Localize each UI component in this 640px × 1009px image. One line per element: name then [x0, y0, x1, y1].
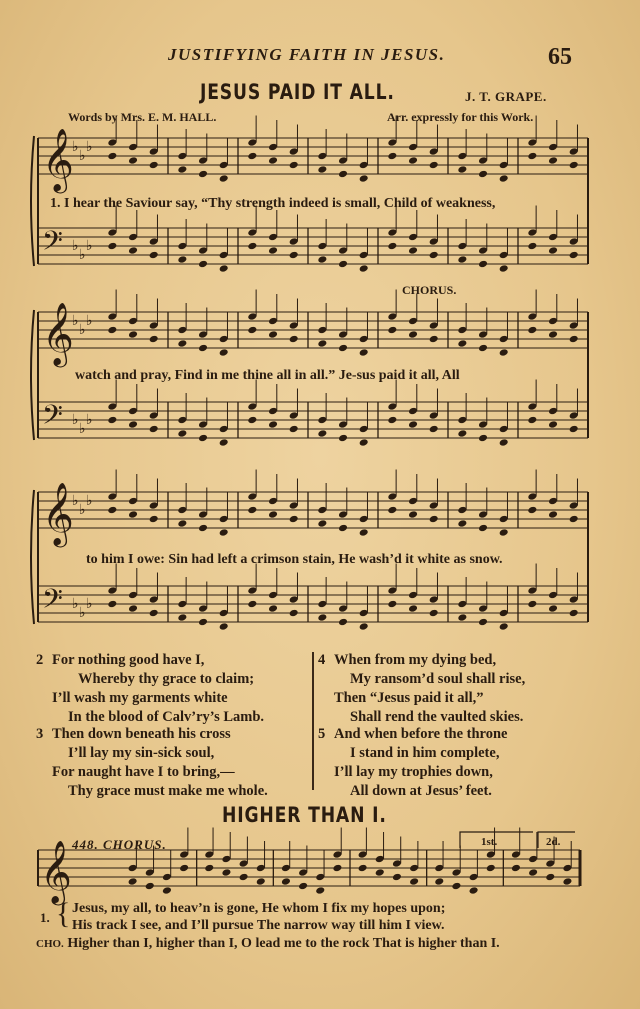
verse-line: For nothing good have I,: [52, 652, 205, 668]
note-head: [149, 335, 159, 344]
arrangement-credit: Arr. expressly for this Work.: [387, 110, 534, 124]
brace-icon: {: [56, 897, 71, 930]
flat-icon: ♭: [79, 605, 86, 621]
note-head: [149, 515, 159, 524]
flat-icon: ♭: [79, 247, 86, 263]
hymn-title: JESUS PAID IT ALL.: [200, 80, 395, 104]
note-head: [527, 506, 537, 515]
note-head: [429, 425, 439, 434]
verse-line: Whereby thy grace to claim;: [78, 671, 255, 687]
note-head: [298, 882, 308, 891]
verse-line: I’ll lay my trophies down,: [334, 764, 493, 780]
verse-number: 4: [318, 652, 326, 668]
flat-icon: ♭: [72, 493, 79, 509]
flat-icon: ♭: [79, 421, 86, 437]
note-head: [478, 524, 488, 533]
note-head: [359, 528, 369, 537]
treble-clef-icon: 𝄞: [42, 482, 74, 545]
note-head: [457, 165, 467, 174]
flat-icon: ♭: [86, 238, 93, 254]
note-head: [499, 174, 509, 183]
flat-icon: ♭: [72, 596, 79, 612]
note-head: [527, 242, 537, 251]
note-head: [545, 873, 555, 882]
verse-line: I’ll wash my garments white: [52, 690, 228, 706]
note-head: [478, 344, 488, 353]
note-head: [128, 156, 138, 165]
note-head: [204, 864, 214, 873]
note-head: [162, 886, 172, 895]
bass-clef-icon: 𝄢: [42, 583, 63, 621]
note-head: [289, 161, 299, 170]
note-head: [478, 434, 488, 443]
note-head: [359, 348, 369, 357]
note-head: [149, 425, 159, 434]
note-head: [429, 609, 439, 618]
lyric-line-2: watch and pray, Find in me thine all in all.” Je-sus paid it all, All: [75, 368, 460, 383]
flat-icon: ♭: [86, 139, 93, 155]
note-head: [289, 515, 299, 524]
note-head: [128, 877, 138, 886]
note-head: [247, 152, 257, 161]
note-head: [429, 515, 439, 524]
note-head: [289, 251, 299, 260]
note-head: [569, 335, 579, 344]
hymn-title-2: HIGHER THAN I.: [222, 803, 387, 827]
note-head: [338, 170, 348, 179]
note-head: [527, 152, 537, 161]
note-head: [451, 882, 461, 891]
note-head: [408, 420, 418, 429]
note-head: [317, 339, 327, 348]
note-head: [289, 335, 299, 344]
note-head: [317, 519, 327, 528]
note-head: [107, 326, 117, 335]
note-head: [179, 864, 189, 873]
verse-line: In the blood of Calv’ry’s Lamb.: [68, 709, 265, 725]
note-head: [247, 326, 257, 335]
verse-line: For naught have I to bring,—: [52, 764, 235, 780]
note-head: [569, 425, 579, 434]
note-head: [499, 348, 509, 357]
note-head: [268, 156, 278, 165]
note-head: [219, 348, 229, 357]
verse-line: I’ll lay my sin-sick soul,: [68, 745, 215, 761]
chorus-text: Higher than I, higher than I, O lead me to the rock That is higher than I.: [67, 936, 500, 951]
note-head: [338, 434, 348, 443]
note-head: [268, 420, 278, 429]
verse-line: All down at Jesus’ feet.: [350, 783, 492, 799]
note-head: [128, 246, 138, 255]
note-head: [548, 420, 558, 429]
note-head: [128, 604, 138, 613]
note-head: [149, 161, 159, 170]
note-head: [221, 868, 231, 877]
verse-line: Then down beneath his cross: [52, 726, 231, 742]
note-head: [177, 613, 187, 622]
note-head: [527, 416, 537, 425]
verse-line: My ransom’d soul shall rise,: [350, 671, 526, 687]
note-head: [338, 344, 348, 353]
note-head: [107, 242, 117, 251]
note-head: [177, 255, 187, 264]
verse-line: I stand in him complete,: [350, 745, 500, 761]
hymn2-line-2: His track I see, and I’ll pursue The narrow way till him I view.: [72, 918, 445, 933]
note-head: [317, 429, 327, 438]
verse-number: 5: [318, 726, 326, 742]
note-head: [429, 335, 439, 344]
note-head: [409, 877, 419, 886]
flat-icon: ♭: [72, 412, 79, 428]
note-head: [528, 868, 538, 877]
note-head: [145, 882, 155, 891]
first-ending-label: 1st.: [481, 836, 498, 848]
flat-icon: ♭: [86, 412, 93, 428]
system-brace: [31, 310, 34, 440]
note-head: [317, 255, 327, 264]
note-head: [247, 242, 257, 251]
bass-clef-icon: 𝄢: [42, 225, 63, 263]
note-head: [198, 434, 208, 443]
note-head: [408, 330, 418, 339]
note-head: [457, 339, 467, 348]
note-head: [429, 251, 439, 260]
flat-icon: ♭: [79, 502, 86, 518]
note-head: [478, 170, 488, 179]
note-head: [387, 600, 397, 609]
note-head: [434, 877, 444, 886]
note-head: [457, 255, 467, 264]
note-head: [247, 506, 257, 515]
treble-clef-icon: 𝄞: [42, 302, 74, 365]
note-head: [478, 260, 488, 269]
note-head: [281, 877, 291, 886]
note-head: [128, 330, 138, 339]
lyric-line-3: to him I owe: Sin had left a crimson stain, He wash’d it white as snow.: [86, 552, 503, 567]
note-head: [429, 161, 439, 170]
note-head: [219, 264, 229, 273]
verse-line: Thy grace must make me whole.: [68, 783, 268, 799]
note-head: [289, 425, 299, 434]
note-head: [527, 600, 537, 609]
note-head: [107, 506, 117, 515]
note-head: [569, 251, 579, 260]
note-head: [317, 613, 327, 622]
system-brace: [31, 490, 34, 624]
note-head: [387, 242, 397, 251]
page-number: 65: [548, 44, 572, 70]
note-head: [219, 174, 229, 183]
note-head: [107, 600, 117, 609]
note-head: [198, 260, 208, 269]
chorus-line: [36, 936, 500, 952]
note-head: [268, 330, 278, 339]
note-head: [219, 622, 229, 631]
flat-icon: ♭: [86, 493, 93, 509]
note-head: [177, 429, 187, 438]
running-title: JUSTIFYING FAITH IN JESUS.: [168, 45, 446, 64]
note-head: [548, 604, 558, 613]
composer-credit: J. T. GRAPE.: [465, 89, 547, 104]
flat-icon: ♭: [72, 313, 79, 329]
note-head: [177, 519, 187, 528]
bass-clef-icon: 𝄢: [42, 399, 63, 437]
treble-clef-icon: 𝄞: [42, 128, 74, 191]
note-head: [457, 519, 467, 528]
note-head: [408, 246, 418, 255]
note-head: [338, 524, 348, 533]
note-head: [569, 515, 579, 524]
hymn2-line-1: Jesus, my all, to heav’n is gone, He whom I fix my hopes upon;: [72, 901, 446, 916]
hymn-number-value: 448.: [72, 837, 99, 852]
note-head: [107, 152, 117, 161]
note-head: [359, 622, 369, 631]
hymn-number: [72, 837, 167, 853]
note-head: [548, 156, 558, 165]
note-head: [198, 524, 208, 533]
note-head: [359, 438, 369, 447]
lyric-line-1: 1. I hear the Saviour say, “Thy strength indeed is small, Child of weakness,: [50, 196, 496, 211]
note-head: [247, 416, 257, 425]
note-head: [387, 326, 397, 335]
flat-icon: ♭: [72, 238, 79, 254]
note-head: [219, 438, 229, 447]
note-head: [499, 622, 509, 631]
note-head: [149, 251, 159, 260]
second-ending-label: 2d.: [546, 836, 561, 848]
note-head: [332, 864, 342, 873]
system-brace: [31, 136, 34, 266]
section-label: CHORUS.: [103, 837, 167, 852]
flat-icon: ♭: [86, 313, 93, 329]
note-head: [392, 873, 402, 882]
note-head: [408, 604, 418, 613]
note-head: [177, 339, 187, 348]
note-head: [387, 506, 397, 515]
note-head: [315, 886, 325, 895]
note-head: [499, 264, 509, 273]
note-head: [128, 510, 138, 519]
verse-line: When from my dying bed,: [334, 652, 497, 668]
note-head: [478, 618, 488, 627]
note-head: [548, 510, 558, 519]
note-head: [268, 246, 278, 255]
note-head: [569, 609, 579, 618]
note-head: [289, 609, 299, 618]
note-head: [527, 326, 537, 335]
note-head: [268, 604, 278, 613]
note-head: [457, 613, 467, 622]
verse-number: 2: [36, 652, 44, 668]
note-head: [128, 420, 138, 429]
flat-icon: ♭: [72, 139, 79, 155]
note-head: [469, 886, 479, 895]
words-credit: Words by Mrs. E. M. HALL.: [68, 110, 217, 124]
note-head: [457, 429, 467, 438]
note-head: [562, 877, 572, 886]
note-head: [247, 600, 257, 609]
note-head: [511, 864, 521, 873]
note-head: [499, 438, 509, 447]
flat-icon: ♭: [79, 322, 86, 338]
note-head: [317, 165, 327, 174]
note-head: [387, 416, 397, 425]
note-head: [239, 873, 249, 882]
note-head: [268, 510, 278, 519]
column-divider: [312, 652, 314, 790]
note-head: [569, 161, 579, 170]
note-head: [499, 528, 509, 537]
chorus-label: CHORUS.: [402, 283, 457, 297]
note-head: [149, 609, 159, 618]
note-head: [338, 260, 348, 269]
verse-number-2: 1.: [40, 910, 50, 925]
note-head: [107, 416, 117, 425]
note-head: [198, 344, 208, 353]
note-head: [408, 156, 418, 165]
note-head: [256, 877, 266, 886]
note-head: [338, 618, 348, 627]
verse-number: 3: [36, 726, 44, 742]
note-head: [408, 510, 418, 519]
flat-icon: ♭: [79, 148, 86, 164]
note-head: [387, 152, 397, 161]
note-head: [359, 264, 369, 273]
note-head: [548, 246, 558, 255]
note-head: [548, 330, 558, 339]
note-head: [219, 528, 229, 537]
note-head: [198, 618, 208, 627]
flat-icon: ♭: [86, 596, 93, 612]
verse-line: And when before the throne: [334, 726, 508, 742]
chorus-prefix: CHO.: [36, 938, 64, 950]
note-head: [177, 165, 187, 174]
note-head: [486, 864, 496, 873]
note-head: [359, 174, 369, 183]
verse-line: Shall rend the vaulted skies.: [350, 709, 524, 725]
note-head: [375, 868, 385, 877]
verse-line: Then “Jesus paid it all,”: [334, 690, 484, 706]
note-head: [198, 170, 208, 179]
treble-clef-icon: 𝄞: [40, 840, 72, 903]
note-head: [358, 864, 368, 873]
